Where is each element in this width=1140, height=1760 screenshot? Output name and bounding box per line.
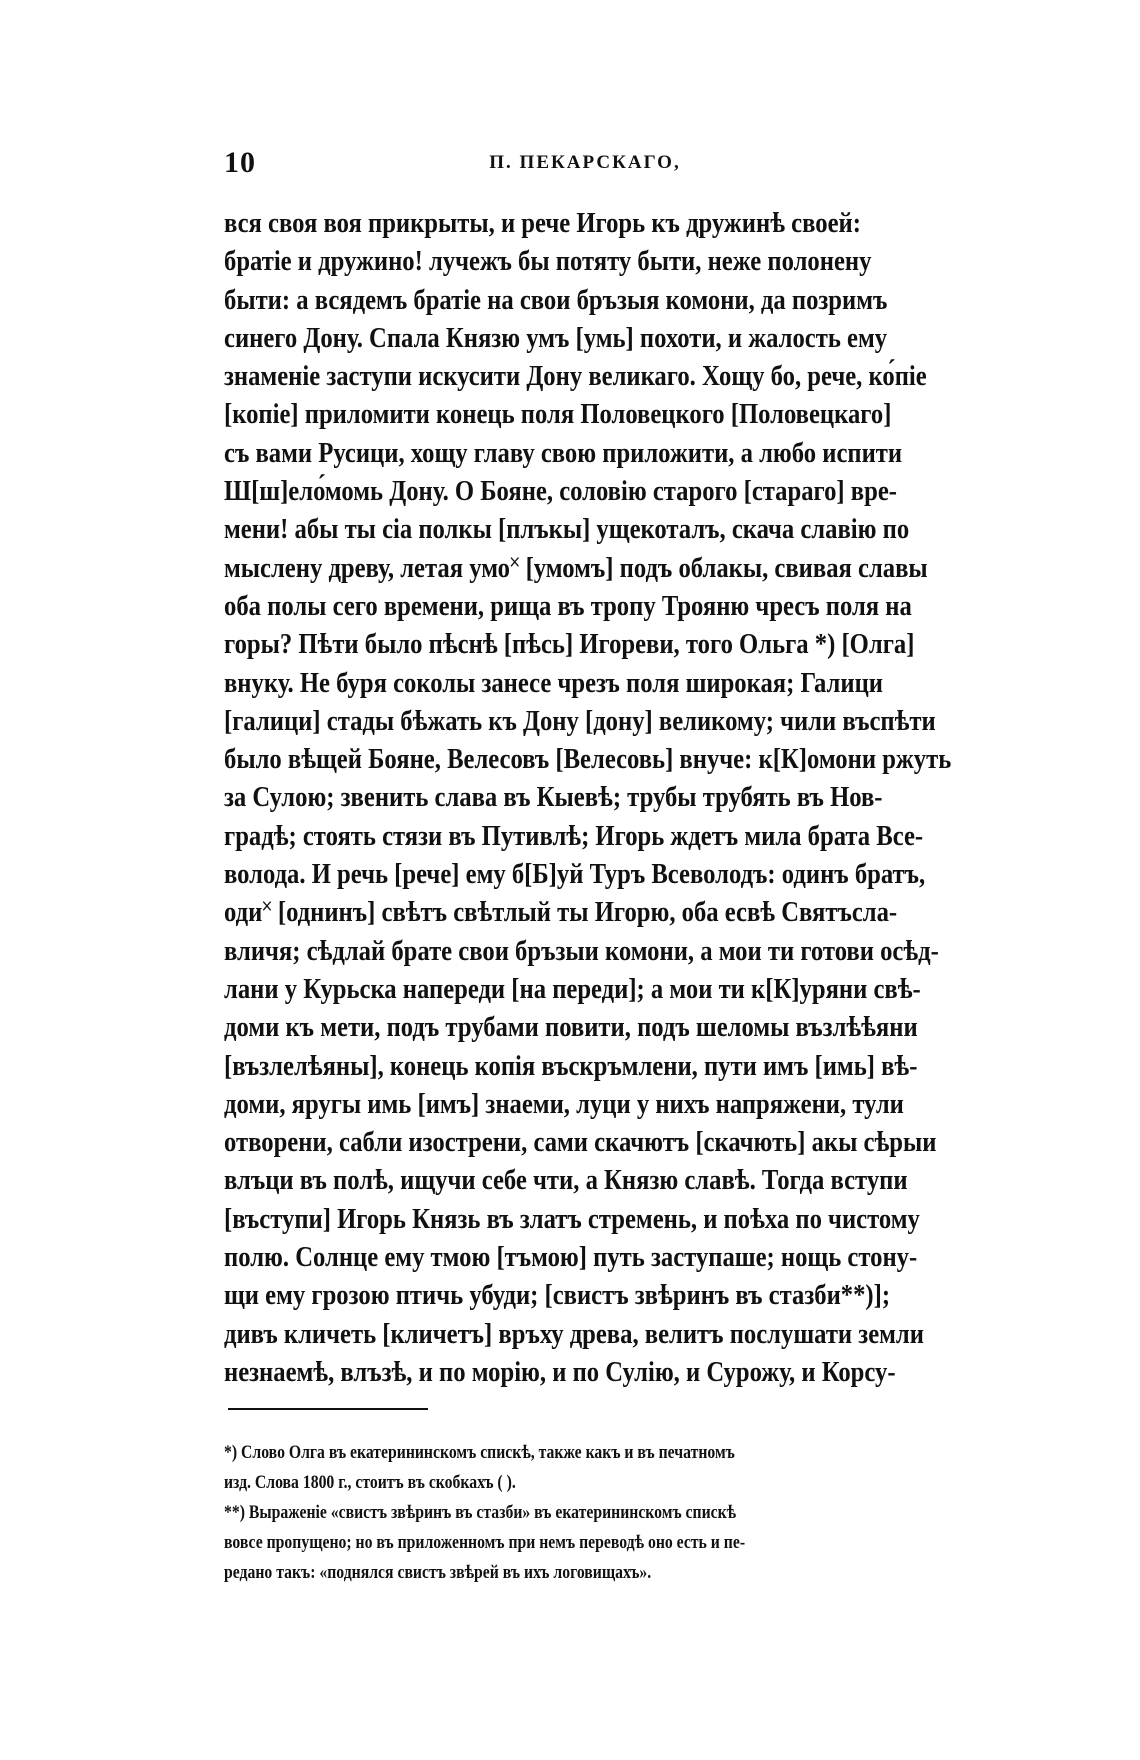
text-line: доми, яругы имь [имъ] знаеми, луци у нихъ напряжени, тули [224,1087,904,1120]
text-line: было вѣщей Бояне, Велесовъ [Велесовь] внуче: к[К]омони ржуть [224,743,952,776]
text-line: оди˟ [однинъ] свѣтъ свѣтлый ты Игорю, оба есвѣ Святъсла- [224,896,898,929]
footnote-line: изд. Слова 1800 г., стоитъ въ скобкахъ ( ). [224,1473,516,1493]
text-line: [въступи] Игорь Князь въ златъ стремень, и поѣха по чистому [224,1202,920,1235]
text-line: Ш[ш]ело́момь Дону. О Бояне, соловію старого [стараго] вре- [224,475,897,508]
running-head: П. ПЕКАРСКАГО, [489,152,681,173]
text-line: синего Дону. Спала Князю умъ [умь] похоти, и жалость ему [224,321,888,354]
text-line: полю. Солнце ему тмою [тъмою] путь заступаше; нощь стону- [224,1241,918,1274]
text-line: дивъ кличеть [кличетъ] връху древа, велитъ послушати земли [224,1317,924,1350]
footnote-line: *) Слово Олга въ екатерининскомъ спискѣ, также какъ и въ печатномъ [224,1443,735,1463]
text-line: оба полы сего времени, рища въ тропу Трояню чресъ поля на [224,589,912,622]
text-line: лани у Курьска напереди [на переди]; а мои ти к[К]уряни свѣ- [224,972,921,1005]
footnotes [224,1438,948,1588]
text-line: незнаемѣ, влъзѣ, и по морію, и по Сулію, и Сурожу, и Корсу- [224,1355,896,1388]
text-line: [възлелѣяны], конець копія въскръмлени, пути имъ [имь] вѣ- [224,1049,918,1082]
text-line: отворени, сабли изострени, сами скачютъ [скачють] акы сѣрыи [224,1126,937,1159]
text-line: съ вами Русици, хощу главу свою приложити, а любо испити [224,436,903,469]
main-text [224,204,952,1391]
text-line: знаменіе заступи искусити Дону великаго. Хощу бо, рече, ко́піе [224,360,927,393]
text-line: за Сулою; звенить слава въ Кыевѣ; трубы трубять въ Нов- [224,781,883,814]
text-line: градѣ; стоять стязи въ Путивлѣ; Игорь ждетъ мила брата Все- [224,819,924,852]
text-line: влъци въ полѣ, ищучи себе чти, а Князю славѣ. Тогда вступи [224,1164,908,1197]
text-line: братіе и дружино! лучежъ бы потяту быти, неже полонену [224,245,872,278]
text-line: волода. И речь [рече] ему б[Б]уй Туръ Всеволодъ: одинъ братъ, [224,858,926,891]
text-line: горы? Пѣти было пѣснѣ [пѣсь] Игореви, того Ольга *) [Олга] [224,628,915,661]
text-line: доми къ мети, подъ трубами повити, подъ шеломы възлѣѣяни [224,1011,918,1044]
text-line: внуку. Не буря соколы занесе чрезъ поля широкая; Галици [224,666,883,699]
page-number: 10 [224,146,256,179]
text-line: [галици] стады бѣжать къ Дону [дону] великому; чили въспѣти [224,704,936,737]
page-header [224,146,946,186]
footnote-divider [228,1408,428,1410]
text-line: мыслену древу, летая умо˟ [умомъ] подъ облакы, свивая славы [224,551,928,584]
footnote-line: редано такъ: «поднялся свистъ звѣрей въ ихъ логовищахъ». [224,1563,652,1583]
footnote-line: вовсе пропущено; но въ приложенномъ при немъ переводѣ оно есть и пе- [224,1533,746,1553]
text-line: щи ему грозою птичь убуди; [свистъ звѣринъ въ стазби**)]; [224,1279,891,1312]
footnote-line: **) Выраженіе «свистъ звѣринъ въ стазби» въ екатерининскомъ спискѣ [224,1503,737,1523]
text-line: вся своя воя прикрыты, и рече Игорь къ дружинѣ своей: [224,207,861,239]
text-line: вличя; сѣдлай брате свои бръзыи комони, а мои ти готови осѣд- [224,934,939,967]
text-line: быти: а всядемъ братіе на свои бръзыя комони, да позримъ [224,283,888,316]
text-line: [копіе] приломити конець поля Половецкого [Половецкаго] [224,398,892,431]
text-line: мени! абы ты сіа полкы [плъкы] ущекоталъ, скача славію по [224,513,910,546]
